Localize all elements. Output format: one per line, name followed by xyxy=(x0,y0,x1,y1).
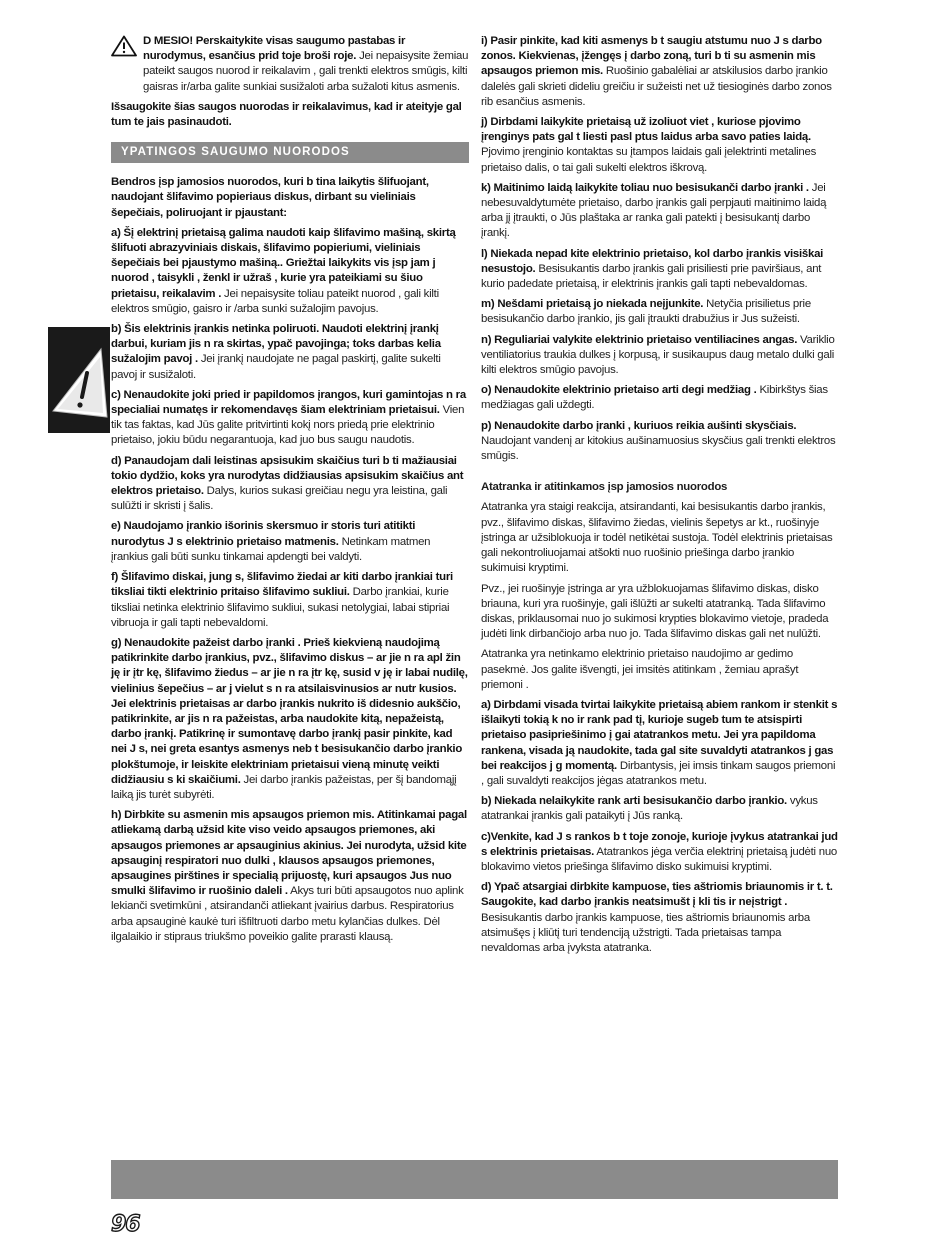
warning-bold-text: D MESIO! Perskaitykite visas saugumo pastabas ir nurodymus, esančius prid toje broši roje. xyxy=(143,35,406,63)
list-item: a) Šį elektrinį prietaisą galima naudoti kaip šlifavimo mašiną, skirtą šlifuoti abrazyviniais diskais, šlifavimo popieriumi, vieliniais šepečiais bei pjaustymo mašiną.. Griežtai laikykits vis įsp jam j nuorod , taisykli , ženkl ir užraš , kurie yra pateikiami su šiuo prietaisu, reikalavim . Jei nepaisysite toliau pateikt nuorod , gali kilti elektros smūgio, gaisro ir /arba sunki sužalojim pavojus. xyxy=(111,226,456,315)
list-item: b) Šis elektrinis įrankis netinka poliruoti. Naudoti elektrinį įrankį darbui, kuriam jis n ra skirtas, ypač pavojinga; toks darbas kelia sužalojim pavoj . Jei įrankį naudojate ne pagal paskirtį, galite sukelti pavoj ir susižaloti. xyxy=(111,323,441,381)
list-item: a) Dirbdami visada tvirtai laikykite prietaisą abiem rankom ir stenkit s išlaikyti tokią k no ir rank pad tį, kurioje sugeb tum te atsispirti prietaiso pasipriešinimo į gai atatrankos metu. Jei yra papildoma rankena, visada ją naudokite, tada gal site suvaldyti atatrankos j gas bei reakcijos j g momentą. Dirbantysis, jei imsis tinkam saugos priemoni , gali suvaldyti reakcijos jėgas atatrankos metu. xyxy=(481,698,838,787)
list-item: d) Ypač atsargiai dirbkite kampuose, ties aštriomis briaunomis ir t. t. Saugokite, kad darbo įrankis neatsimušt į kli tis ir neįstrigt . Besisukantis darbo įrankis kampuose, ties aštriomis briaunomis arba atsimušęs į kliūtį turi tendenciją užstrigti. Tada prietaisas tampa nevaldomas arba įvyksta atatranka. xyxy=(481,881,833,954)
kickback-paragraph: Pvz., jei ruošinyje įstringa ar yra užblokuojamas šlifavimo diskas, disko briauna, kuri yra ruošinyje, gali išlūžti ar sukelti atatranką. Tada šlifavimo diskas, priklausomai nuo jo sukimosi krypties blokavimo vietoje, pradeda judėti link dirbančiojo arba nuo jo. Tada šlifavimo diskas gali net nulūžti. xyxy=(481,582,829,641)
exclamation-icon xyxy=(49,341,109,419)
list-item: f) Šlifavimo diskai, jung s, šlifavimo žiedai ar kiti darbo įrankiai turi tiksliai tikti elektrinio pritaiso šlifavimo sukliui. Darbo įrankiai, kurie tiksliai netinka elektrinio šlifavimo sukliui, sukasi netolygiai, labai stipriai vibruoja ir gali tapti nebevaldomi. xyxy=(111,571,453,629)
right-safety-list xyxy=(481,34,839,464)
list-item: d) Panaudojam dali leistinas apsisukim skaičius turi b ti mažiausiai tokio dydžio, koks yra nurodytas didžiausias apsisukim skaičius ant elektros prietaiso. Dalys, kurios sukasi greičiau negu yra leistina, gali sulūžti ir skristi į šalis. xyxy=(111,454,464,513)
kickback-heading: Atatranka ir atitinkamos įsp jamosios nuorodos xyxy=(481,481,728,494)
kickback-paragraph: Atatranka yra netinkamo elektrinio prietaiso naudojimo ar gedimo pasekmė. Jos galite išvengti, jei imsitės atitinkam , žemiau aprašyt priemoni . xyxy=(481,648,799,691)
list-item: k) Maitinimo laidą laikykite toliau nuo besisukanči darbo įranki . Jei nebesuvaldytumėte prietaiso, darbo įrankis gali perpjauti maitinimo laidą arba jį įtraukti, o Jūs plaštaka ar ranka gali patekti į besisukantį darbo įrankį. xyxy=(481,181,827,240)
warning-body-text: Jei nepaisysite žemiau pateikt saugos nuorod ir reikalavim , gali trenkti elektros smūgis, kilti gaisras ir/arba galite sunkiai susižaloti arba sužaloti kitus asmenis. xyxy=(143,50,469,93)
list-item: g) Nenaudokite pažeist darbo įranki . Prieš kiekvieną naudojimą patikrinkite darbo įrankius, pvz., šlifavimo diskus – ar jie n ra apl žin ję ir įtr kę, šlifavimo žiedus – ar jie n ra įtr kę, susid v ję ir labai nudilę, vielinius šepečius – ar j vielut s n ra atsilaisvinusios ar nutr kusios. Jei elektrinis prietaisas ar darbo įrankis nukrito iš didesnio aukščio, patikrinkite, ar jis n ra pažeistas, arba naudokite kitą, nepažeistą, darbo įrankį. Patikrinę ir sumontavę darbo įrankį pasir pinkite, kad nei J s, nei greta esantys asmenys neb t besisukančio darbo įrankio plokštumoje, ir leiskite elektriniam prietaisui vieną minutę veikti didžiausiu s ki skaičiumi. Jei darbo įrankis pažeistas, per šį bandomąjį laiką jis turėt subyrėti. xyxy=(111,636,468,801)
list-item: o) Nenaudokite elektrinio prietaiso arti degi medžiag . Kibirkštys šias medžiagas gali uždegti. xyxy=(481,384,828,412)
list-item: m) Nešdami prietaisą jo niekada neįjunkite. Netyčia prisilietus prie besisukančio darbo įrankio, jis gali įtraukti drabužius ir Jus sužeisti. xyxy=(481,298,811,326)
general-intro: Bendros įsp jamosios nuorodos, kuri b tina laikytis šlifuojant, naudojant šlifavimo popieriaus diskus, dirbant su vieliniais šepečiais, poliruojant ir pjaustant: xyxy=(111,176,429,219)
page-number: 96 xyxy=(111,1212,140,1237)
list-item: e) Naudojamo įrankio išorinis skersmuo ir storis turi atitikti nurodytus J s elektrinio prietaiso matmenis. Netinkam matmen įrankius gali būti sunku tinkamai apdengti bei valdyti. xyxy=(111,520,431,563)
left-safety-list xyxy=(111,226,469,945)
side-warning-tab xyxy=(48,327,110,433)
section-heading-bar: YPATINGOS SAUGUMO NUORODOS xyxy=(111,142,469,163)
list-item: h) Dirbkite su asmenin mis apsaugos priemon mis. Atitinkamai pagal atliekamą darbą užsid kite viso veido apsaugos priemones, aki apsaugos priemones ar apsauginius akinius. Jei nurodyta, užsid kite apsauginį respiratori nuo dulki , klausos apsaugos priemones, apsaugines pirštines ir specialią prijuostę, kuri apsaugos Jus nuo smulki šlifavimo ir ruošinio daleli . Akys turi būti apsaugotos nuo aplink lekianči svetimkūni , atsirandanči atliekant įvairius darbus. Respiratorius arba apsauginė kaukė turi išfiltruoti darbo metu kylančias dulkes. Dėl ilgalaikio ir stipraus triukšmo poveikio galite prarasti klausą. xyxy=(111,809,467,943)
list-item: i) Pasir pinkite, kad kiti asmenys b t saugiu atstumu nuo J s darbo zonos. Kiekvienas, įžengęs į darbo zoną, turi b ti su asmenin mis apsaugos priemon mis. Ruošinio gabalėliai ar atskilusios darbo įrankio dalelės gali skrieti dideliu greičiu ir sužeisti net už tiesioginės darbo zonos rib esančius asmenis. xyxy=(481,35,832,108)
kickback-list xyxy=(481,698,839,956)
list-item: b) Niekada nelaikykite rank arti besisukančio darbo įrankio. vykus atatrankai įrankis gali pataikyti į Jūs ranką. xyxy=(481,795,818,823)
right-column xyxy=(481,34,839,961)
list-item: l) Niekada nepad kite elektrinio prietaiso, kol darbo įrankis visiškai nesustojo. Besisukantis darbo įrankis gali prisiliesti prie paviršiaus, ant kurio padedate prietaisą, ir elektrinis įrankis gali tapti nebevaldomas. xyxy=(481,247,824,291)
footer-bar xyxy=(111,1160,838,1199)
keep-instructions-note: Išsaugokite šias saugos nuorodas ir reikalavimus, kad ir ateityje gal tum te jais pasinaudoti. xyxy=(111,100,462,129)
list-item: p) Nenaudokite darbo įranki , kuriuos reikia aušinti skysčiais. Naudojant vandenį ar kitokius aušinamuosius skysčius gali trenkti elektros smūgis. xyxy=(481,419,836,463)
list-item: c)Venkite, kad J s rankos b t toje zonoje, kurioje įvykus atatrankai jud s elektrinis prietaisas. Atatrankos jėga verčia elektrinį prietaisą judėti nuo blokavimo vietos priešinga šlifavimo disko sukimuisi kryptimi. xyxy=(481,830,838,873)
list-item: n) Reguliariai valykite elektrinio prietaiso ventiliacines angas. Variklio ventiliatorius traukia dulkes į korpusą, ir susikaupus daug metalo dulki gali kilti elektros smūgio pavojus. xyxy=(481,333,835,377)
list-item: c) Nenaudokite joki pried ir papildomos įrangos, kuri gamintojas n ra specialiai numatęs ir rekomendavęs šiam elektriniam prietaisui. Vien tik tas faktas, kad Jūs galite pritvirtinti kokį nors priedą prie elektrinio prietaiso, jokiu būdu negarantuoja, kad juo bus saugu naudotis. xyxy=(111,388,466,447)
kickback-paragraph: Atatranka yra staigi reakcija, atsirandanti, kai besisukantis darbo įrankis, pvz., šlifavimo diskas, šlifavimo žiedas, vielinis šepetys ar kt., ruošinyje įstringa ar užsiblokuoja ir todėl netikėtai sustoja. Todėl elektrinis prietaisas gali nekontroliuojamai atšokti nuo ruošinio priešinga darbo įrankio sukimuisi kryptimi. xyxy=(481,501,833,575)
list-item: j) Dirbdami laikykite prietaisą už izoliuot viet , kuriose pjovimo įrenginys pats gal t liesti pasl ptus laidus arba savo paties laidą. Pjovimo įrenginio kontaktas su įtampos laidais gali įelektrinti metalines prietaiso dalis, o tai gali sukelti elektros iškrovą. xyxy=(481,116,817,174)
attention-notice xyxy=(111,34,469,95)
warning-triangle-icon xyxy=(111,35,137,57)
left-column xyxy=(111,34,469,950)
